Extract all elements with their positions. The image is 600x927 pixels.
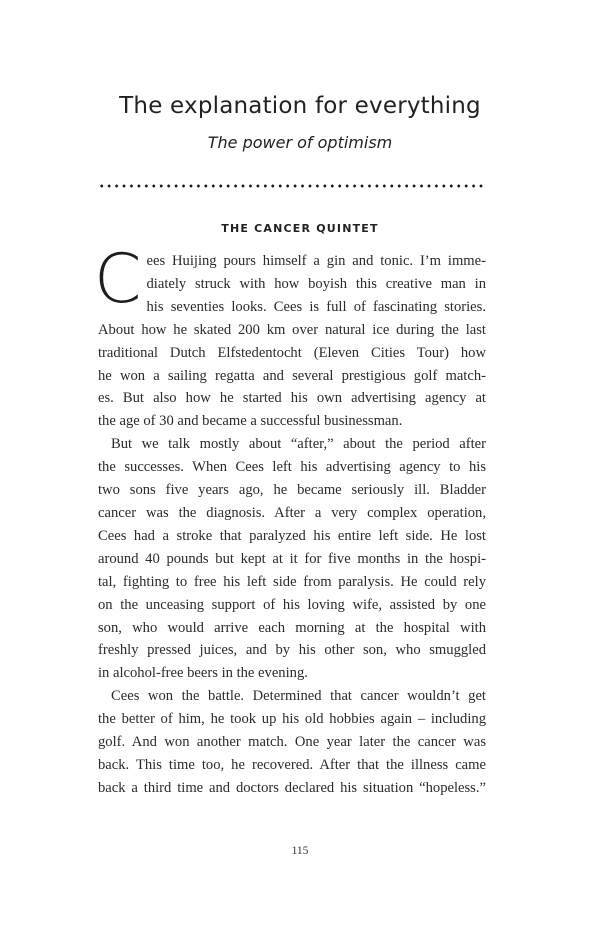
paragraph-line: around 40 pounds but kept at it for five months in the hospi- <box>98 550 486 567</box>
paragraph-line: the successes. When Cees left his advertising agency to his <box>98 459 486 476</box>
drop-cap: C <box>94 240 142 319</box>
paragraph-line: the age of 30 and became a successful businessman. <box>98 413 403 430</box>
page-number: 115 <box>291 845 309 857</box>
paragraph-line: Cees had a stroke that paralyzed his entire left side. He lost <box>98 527 486 544</box>
paragraph-line: About how he skated 200 km over natural ice during the last <box>98 321 486 338</box>
chapter-subtitle: The power of optimism <box>207 133 393 152</box>
paragraph-line: he won a sailing regatta and several prestigious golf match- <box>98 367 486 384</box>
paragraph-line: back a third time and doctors declared his situation “hopeless.” <box>98 779 486 796</box>
paragraph-line: two sons five years ago, he became seriously ill. Bladder <box>98 482 486 499</box>
paragraph-line: the better of him, he took up his old hobbies again – including <box>98 711 486 728</box>
chapter-title: The explanation for everything <box>119 93 481 119</box>
paragraph-line: freshly pressed juices, and by his other son, who smuggled <box>98 642 486 659</box>
paragraph-line: son, who would arrive each morning at the hospital with <box>98 619 486 636</box>
paragraph-line: golf. And won another match. One year later the cancer was <box>98 734 486 751</box>
paragraph-line: es. But also how he started his own advertising agency at <box>98 390 486 407</box>
paragraph-line: traditional Dutch Elfstedentocht (Eleven Cities Tour) how <box>98 344 486 361</box>
body-text <box>94 240 486 800</box>
section-heading: THE CANCER QUINTET <box>221 222 379 235</box>
paragraph-line: ees Huijing pours himself a gin and tonic. I’m imme- <box>146 253 486 269</box>
paragraph-line: on the unceasing support of his loving wife, assisted by one <box>98 596 486 613</box>
paragraph-line: back. This time too, he recovered. After that the illness came <box>98 756 486 773</box>
paragraph-line: in alcohol-free beers in the evening. <box>98 665 308 682</box>
dotted-divider <box>98 184 486 188</box>
paragraph-3 <box>98 685 486 800</box>
paragraph-2 <box>98 433 486 685</box>
paragraph-1 <box>94 240 486 433</box>
paragraph-line: diately struck with how boyish this creative man in <box>146 275 486 292</box>
paragraph-line: But we talk mostly about “after,” about the period after <box>111 436 486 453</box>
paragraph-line: Cees won the battle. Determined that cancer wouldn’t get <box>111 688 486 705</box>
paragraph-line: cancer was the diagnosis. After a very complex operation, <box>98 504 486 521</box>
paragraph-line: his seventies looks. Cees is full of fascinating stories. <box>146 298 486 315</box>
paragraph-line: tal, fighting to free his left side from paralysis. He could rely <box>98 573 486 590</box>
